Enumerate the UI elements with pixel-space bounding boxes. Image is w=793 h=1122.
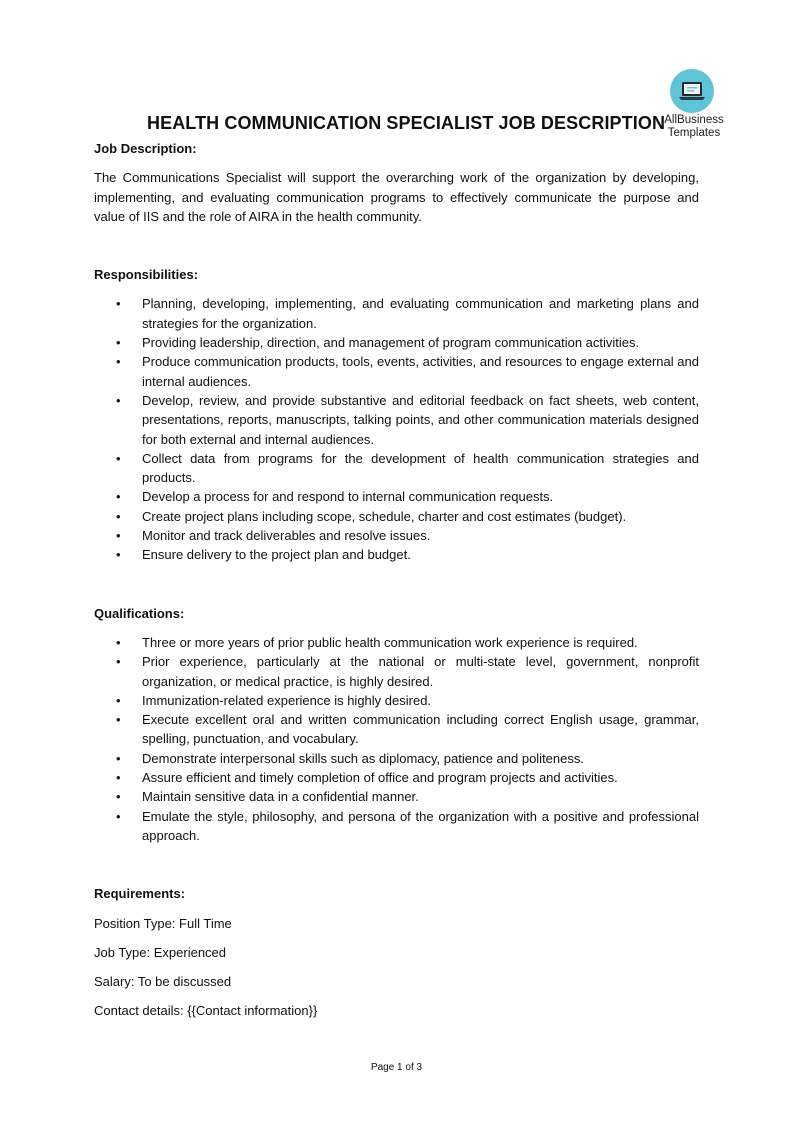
responsibilities-heading: Responsibilities: xyxy=(94,267,199,283)
qualifications-heading: Qualifications: xyxy=(94,605,185,621)
bullet-icon: • xyxy=(116,808,121,824)
job-description-heading: Job Description: xyxy=(94,141,197,156)
list-item: • Collect data from programs for the development of health communication strategies and products. xyxy=(116,450,699,486)
bullet-icon: • xyxy=(116,789,121,805)
list-item: • Prior experience, particularly at the national or multi-state level, government, nonprofit organization, or medical practice, is highly desired. xyxy=(116,654,699,689)
list-item: • Develop, review, and provide substantive and editorial feedback on fact sheets, web content, presentations, reports, manuscripts, talking points, and other communication materials designed for both external and internal audiences. xyxy=(116,392,699,447)
bullet-icon: • xyxy=(116,489,121,505)
list-item: • Develop a process for and respond to internal communication requests. xyxy=(94,487,699,506)
list-item: • Execute excellent oral and written communication including correct English usage, grammar, spelling, punctuation, and vocabulary. xyxy=(116,712,699,747)
bullet-icon: • xyxy=(116,750,121,766)
bullet-icon: • xyxy=(116,692,121,708)
page-title: HEALTH COMMUNICATION SPECIALIST JOB DESCRIPTION xyxy=(147,113,666,133)
responsibilities-list xyxy=(94,294,699,564)
bullet-icon: • xyxy=(116,528,121,544)
contact-details: Contact details: {{Contact information}} xyxy=(94,1003,318,1019)
page-number: Page 1 of 3 xyxy=(370,1062,423,1073)
laptop-icon xyxy=(670,69,714,113)
bullet-icon: • xyxy=(116,634,121,650)
list-item: • Maintain sensitive data in a confidential manner. xyxy=(94,787,699,806)
logo-text xyxy=(655,114,733,140)
list-item: • Monitor and track deliverables and resolve issues. xyxy=(94,526,699,545)
bullet-icon: • xyxy=(116,654,121,670)
job-description-text: The Communications Specialist will support the overarching work of the organization by developing, implementing, and evaluating communication programs to effectively communicate the purpose and value of IIS and the role of AIRA in the health community. xyxy=(94,170,699,224)
list-item: • Create project plans including scope, schedule, charter and cost estimates (budget). xyxy=(94,507,699,526)
list-item: • Produce communication products, tools, events, activities, and resources to engage external and internal audiences. xyxy=(116,354,699,389)
bullet-icon: • xyxy=(116,770,121,786)
qualifications-list xyxy=(94,633,699,845)
requirements-heading: Requirements: xyxy=(94,886,186,902)
logo-badge xyxy=(670,69,714,113)
bullet-icon: • xyxy=(116,508,121,524)
salary: Salary: To be discussed xyxy=(94,974,232,990)
bullet-icon: • xyxy=(116,712,121,728)
list-item: • Demonstrate interpersonal skills such as diplomacy, patience and politeness. xyxy=(94,749,699,768)
bullet-icon: • xyxy=(116,354,121,370)
list-item: • Providing leadership, direction, and management of program communication activities. xyxy=(94,333,699,352)
bullet-icon: • xyxy=(116,392,121,408)
list-item: • Planning, developing, implementing, and evaluating communication and marketing plans and strategies for the organization. xyxy=(116,296,699,331)
bullet-icon: • xyxy=(116,296,121,312)
job-type: Job Type: Experienced xyxy=(94,944,227,960)
list-item: • Assure efficient and timely completion of office and program projects and activities. xyxy=(94,768,699,787)
logo-line-1: AllBusiness xyxy=(664,114,724,126)
position-type: Position Type: Full Time xyxy=(94,915,232,931)
allbusiness-templates-logo[interactable] xyxy=(655,69,733,141)
document-body xyxy=(94,139,699,1021)
logo-line-2: Templates xyxy=(667,127,721,139)
list-item: • Ensure delivery to the project plan and budget. xyxy=(94,545,699,564)
list-item: • Immunization-related experience is highly desired. xyxy=(94,691,699,710)
list-item: • Emulate the style, philosophy, and persona of the organization with a positive and professional approach. xyxy=(116,808,699,843)
bullet-icon: • xyxy=(116,450,121,466)
bullet-icon: • xyxy=(116,547,121,563)
bullet-icon: • xyxy=(116,335,121,351)
list-item: • Three or more years of prior public health communication work experience is required. xyxy=(94,633,699,652)
